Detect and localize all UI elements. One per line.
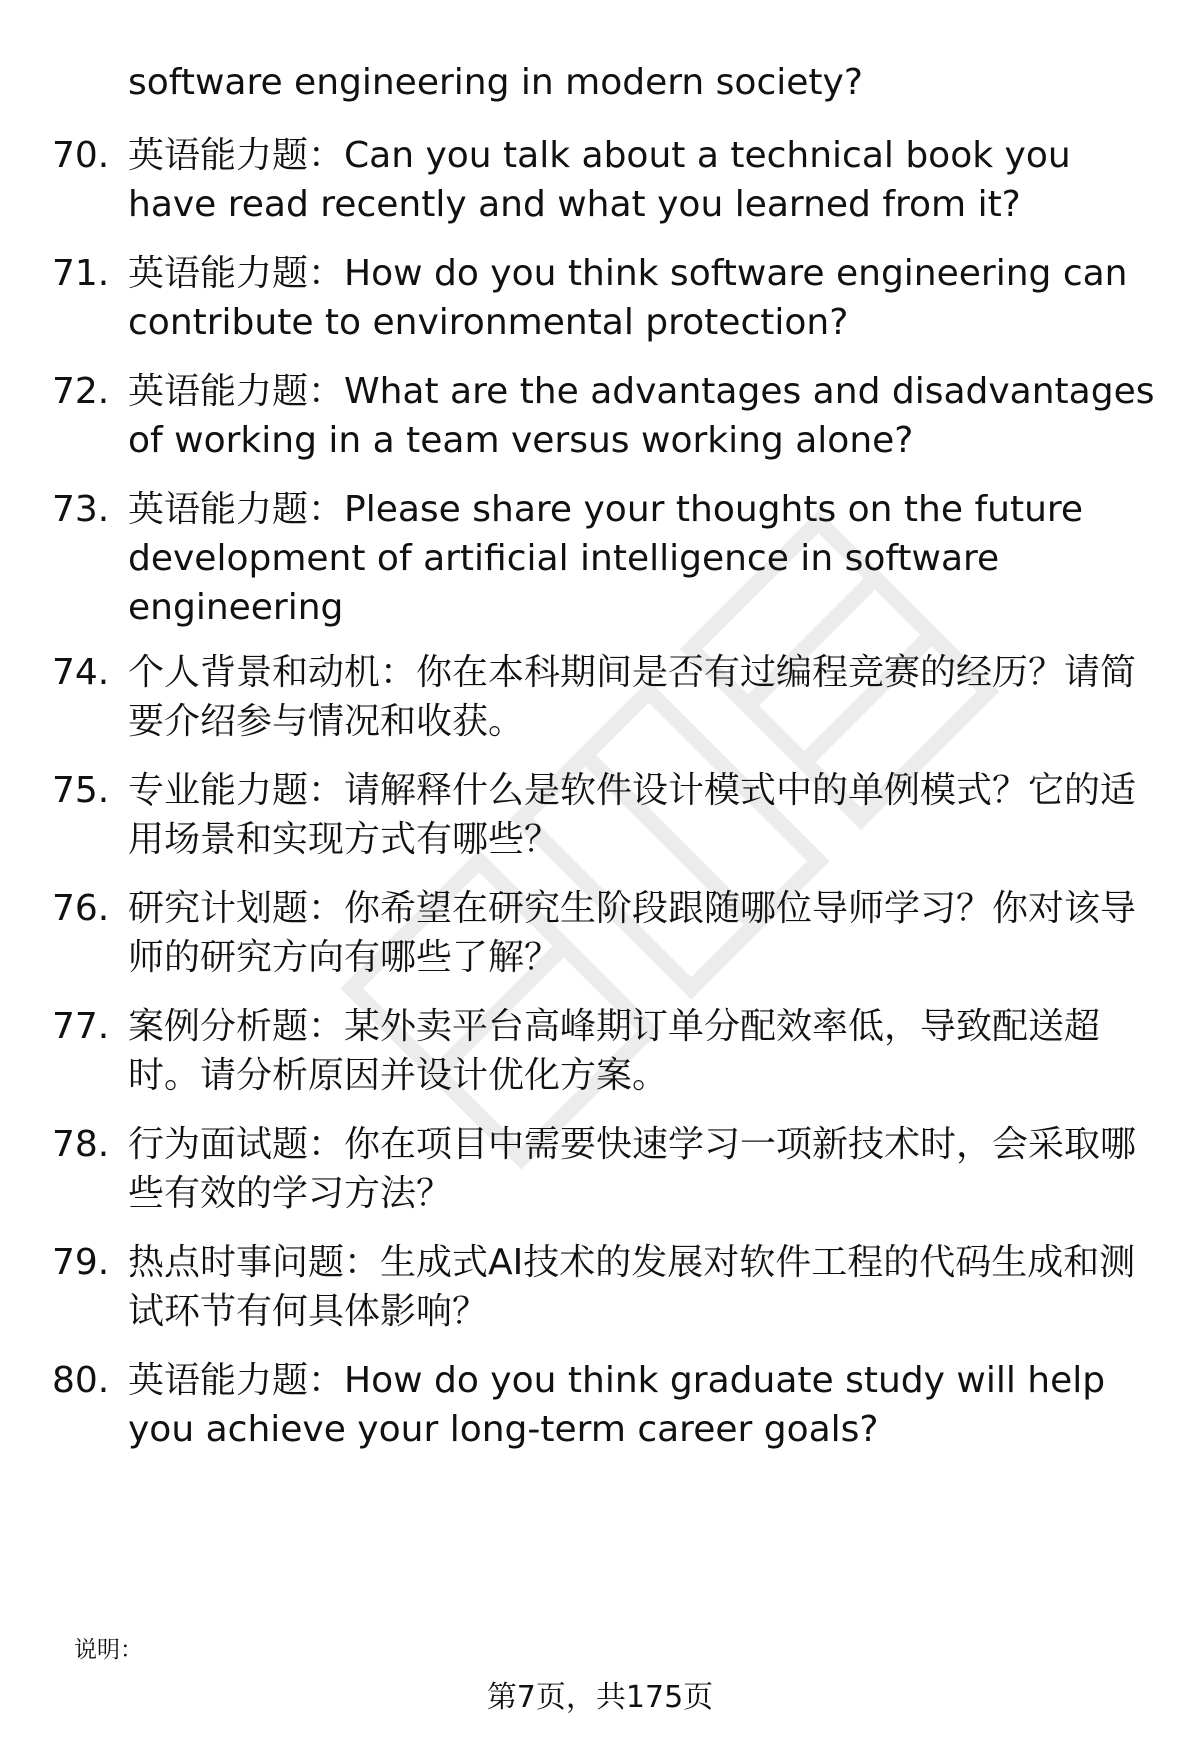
item-text: 英语能力题：Can you talk about a technical book you have read recently and what you learned from it? — [128, 135, 1071, 225]
item-number: 72. — [52, 371, 110, 412]
item-text: 行为面试题：你在项目中需要快速学习一项新技术时，会采取哪些有效的学习方法？ — [128, 1124, 1137, 1214]
item-number: 75. — [52, 770, 110, 811]
item-text: 研究计划题：你希望在研究生阶段跟随哪位导师学习？你对该导师的研究方向有哪些了解？ — [128, 888, 1137, 978]
item-text: 热点时事问题：生成式AI技术的发展对软件工程的代码生成和测试环节有何具体影响？ — [128, 1242, 1136, 1332]
item-number: 74. — [52, 652, 110, 693]
item-number: 79. — [52, 1242, 110, 1283]
item-text: 英语能力题：How do you think software engineering can contribute to environmental protection? — [128, 253, 1128, 343]
item-text: 专业能力题：请解释什么是软件设计模式中的单例模式？它的适用场景和实现方式有哪些？ — [128, 770, 1137, 860]
continuation-text: software engineering in modern society? — [128, 62, 863, 103]
item-number: 76. — [52, 888, 110, 929]
item-number: 70. — [52, 135, 110, 176]
item-number: 77. — [52, 1006, 110, 1047]
item-text: 英语能力题：How do you think graduate study will help you achieve your long-term career goals? — [128, 1360, 1106, 1450]
item-text: 案例分析题：某外卖平台高峰期订单分配效率低，导致配送超时。请分析原因并设计优化方案。 — [128, 1006, 1101, 1096]
item-number: 78. — [52, 1124, 110, 1165]
item-number: 73. — [52, 489, 110, 530]
item-text: 英语能力题：Please share your thoughts on the future development of artificial intelligence in software engineering — [128, 489, 1084, 628]
note-label: 说明： — [74, 1637, 143, 1663]
page-number-footer: 第7页，共175页 — [486, 1680, 714, 1715]
item-text: 个人背景和动机：你在本科期间是否有过编程竞赛的经历？请简要介绍参与情况和收获。 — [128, 652, 1137, 742]
item-number: 80. — [52, 1360, 110, 1401]
item-text: 英语能力题：What are the advantages and disadvantages of working in a team versus working alone? — [128, 371, 1155, 461]
item-number: 71. — [52, 253, 110, 294]
